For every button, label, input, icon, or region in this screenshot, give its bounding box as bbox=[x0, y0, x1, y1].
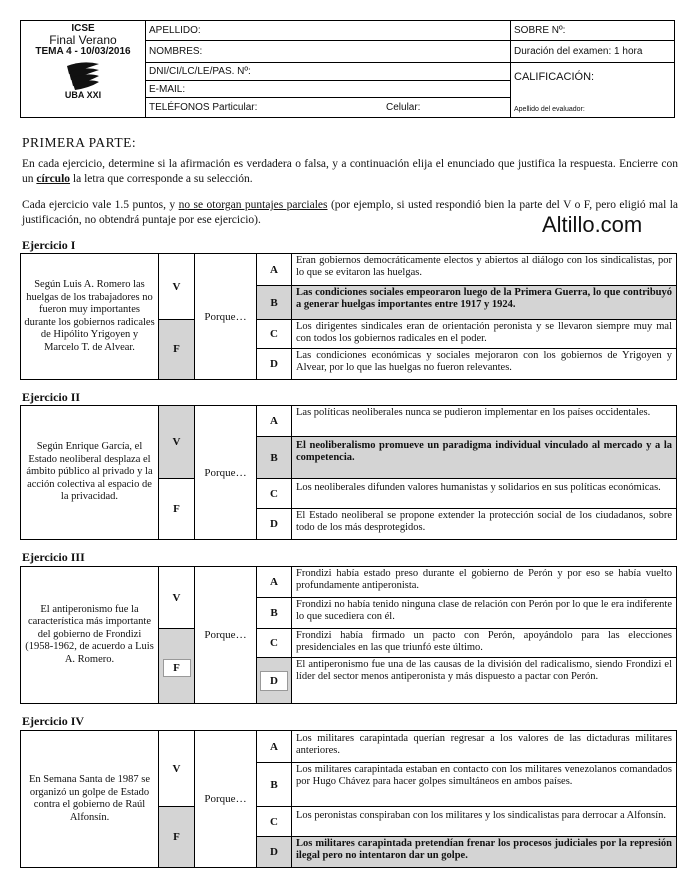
instructions-text: Cada ejercicio vale 1.5 puntos, y bbox=[22, 199, 179, 211]
email-field[interactable]: E-MAIL: bbox=[146, 81, 510, 98]
true-option[interactable]: V bbox=[159, 406, 195, 479]
apellido-field[interactable]: APELLIDO: bbox=[146, 21, 510, 41]
instructions-text: la letra que corresponde a su selección. bbox=[70, 173, 253, 185]
porque-label: Porque… bbox=[195, 731, 257, 867]
sobre-field: SOBRE Nº: bbox=[511, 21, 674, 41]
exam-header bbox=[20, 20, 675, 118]
exercise-title: Ejercicio IV bbox=[22, 714, 85, 728]
option-text-b: El neoliberalismo promueve un paradigma individual vinculado al mercado y a la competencia. bbox=[292, 437, 676, 479]
option-letter-c[interactable]: C bbox=[257, 629, 292, 658]
option-text-a: Las políticas neoliberales nunca se pudieron implementar en los países occidentales. bbox=[292, 406, 676, 437]
option-letter-c[interactable]: C bbox=[257, 479, 292, 509]
option-letter-d[interactable]: D bbox=[257, 509, 292, 539]
exercise-statement: El antiperonismo fue la característica más importante del gobierno de Frondizi (1958-1962, de acuerdo a Luis A. Romero. bbox=[21, 567, 159, 703]
option-letter-a[interactable]: A bbox=[257, 567, 292, 598]
false-option[interactable]: F bbox=[159, 807, 195, 867]
circulo-emphasis: círculo bbox=[36, 173, 71, 185]
tema-label: TEMA 4 - 10/03/2016 bbox=[35, 46, 131, 57]
option-letter-b[interactable]: B bbox=[257, 286, 292, 320]
watermark: Altillo.com bbox=[542, 212, 643, 237]
dni-field[interactable]: DNI/CI/LC/LE/PAS. Nº: bbox=[146, 63, 510, 81]
option-letter-c[interactable]: C bbox=[257, 320, 292, 349]
option-letter-a[interactable]: A bbox=[257, 406, 292, 437]
option-letter-d-cell bbox=[257, 658, 292, 703]
option-text-c: Frondizi había firmado un pacto con Perón, apoyándolo para las elecciones presidenciales en las que triunfó este último. bbox=[292, 629, 676, 658]
option-letter-a[interactable]: A bbox=[257, 254, 292, 286]
false-option[interactable]: F bbox=[163, 659, 191, 677]
option-text-c: Los dirigentes sindicales eran de orientación peronista y se llevaron siempre muy mal con todos los gobiernos radicales en el poder. bbox=[292, 320, 676, 349]
option-text-a: Eran gobiernos democráticamente electos y abiertos al diálogo con los sindicalistas, por lo que se evitaron las huelgas. bbox=[292, 254, 676, 286]
option-letter-d[interactable]: D bbox=[260, 671, 288, 691]
option-text-b: Los militares carapintada estaban en contacto con los militares venezolanos comandados por Hugo Chávez para hacer golpes simultáneos en ambos países. bbox=[292, 763, 676, 807]
instructions-text: (por ejemplo, si usted respondió bien la parte del V o F, pero eligió mal la justificación, no obtendrá puntaje por ese ejercicio). bbox=[22, 199, 679, 226]
option-text-a: Frondizi había estado preso durante el gobierno de Perón y por eso se había vuelto profundamente antiperonista. bbox=[292, 567, 676, 598]
true-option[interactable]: V bbox=[159, 254, 195, 320]
true-option[interactable]: V bbox=[159, 567, 195, 629]
option-letter-c[interactable]: C bbox=[257, 807, 292, 837]
instructions-text: En cada ejercicio, determine si la afirmación es verdadera o falsa, y a continuación elija el enunciado que justifica la respuesta. Encierre con un bbox=[22, 158, 678, 185]
uba-logo-icon bbox=[63, 60, 103, 90]
no-parcial-emphasis: no se otorgan puntajes parciales bbox=[178, 199, 328, 211]
option-text-c: Los peronistas conspiraban con los militares y los sindicalistas para derrocar a Alfonsín. bbox=[292, 807, 676, 837]
telefonos-label: TELÉFONOS Particular: bbox=[149, 102, 258, 113]
option-text-b: Las condiciones sociales empeoraron luego de la Primera Guerra, lo que contribuyó a generar huelgas importantes entre 1917 y 1924. bbox=[292, 286, 676, 320]
true-option[interactable]: V bbox=[159, 731, 195, 807]
option-text-a: Los militares carapintada querían regresar a los valores de las dictaduras militares anteriores. bbox=[292, 731, 676, 763]
option-text-d: El antiperonismo fue una de las causas de la división del radicalismo, siendo Frondizi el líder del sector menos antiperonista y más dispuesto a pactar con Perón. bbox=[296, 659, 672, 682]
option-letter-d[interactable]: D bbox=[257, 837, 292, 867]
duracion-label: Duración del examen: 1 hora bbox=[511, 41, 674, 63]
institution-label: ICSE bbox=[71, 23, 95, 34]
admin-fields bbox=[510, 21, 674, 117]
exercise-4 bbox=[20, 730, 677, 868]
exercise-statement: Según Enrique García, el Estado neoliberal desplaza el ámbito público al privado y la acción colectiva al espacio de la privacidad. bbox=[21, 406, 159, 539]
celular-label: Celular: bbox=[386, 102, 421, 113]
exercise-statement: En Semana Santa de 1987 se organizó un golpe de Estado contra el gobierno de Raúl Alfonsín. bbox=[21, 731, 159, 867]
porque-label: Porque… bbox=[195, 254, 257, 379]
option-letter-b[interactable]: B bbox=[257, 763, 292, 807]
option-letter-b[interactable]: B bbox=[257, 598, 292, 629]
student-fields bbox=[146, 21, 510, 117]
option-text-d: El Estado neoliberal se propone extender la protección social de los ciudadanos, sobre todo de los más desprotegidos. bbox=[296, 510, 672, 533]
porque-label: Porque… bbox=[195, 406, 257, 539]
exam-name: Final Verano bbox=[49, 33, 117, 47]
calificacion-label: CALIFICACIÓN: bbox=[514, 71, 595, 83]
section-title: PRIMERA PARTE: bbox=[22, 135, 137, 150]
option-letter-b[interactable]: B bbox=[257, 437, 292, 479]
false-option[interactable]: F bbox=[159, 479, 195, 539]
exercise-title: Ejercicio II bbox=[22, 390, 81, 404]
exercise-statement: Según Luis A. Romero las huelgas de los trabajadores no fueron muy importantes durante los gobiernos radicales de Hipólito Yrigoyen y Marcelo T. de Alvear. bbox=[21, 254, 159, 379]
header-logo-block bbox=[21, 21, 146, 117]
option-text-b: Frondizi no había tenido ninguna clase de relación con Perón por lo que le era indiferente lo que sucediera con él. bbox=[292, 598, 676, 629]
exercise-title: Ejercicio I bbox=[22, 238, 76, 252]
university-label: UBA XXI bbox=[64, 90, 102, 100]
option-text-d: Los militares carapintada pretendían frenar los procesos judiciales por la represión ilegal pero no intentaron dar un golpe. bbox=[292, 837, 676, 867]
option-text-c: Los neoliberales difunden valores humanistas y solidarios en sus políticas económicas. bbox=[292, 479, 676, 509]
option-letter-d[interactable]: D bbox=[257, 349, 292, 379]
exercise-1 bbox=[20, 253, 677, 380]
exercise-3 bbox=[20, 566, 677, 704]
evaluador-label: Apellido del evaluador: bbox=[514, 106, 585, 113]
exercise-2 bbox=[20, 405, 677, 540]
nombres-field[interactable]: NOMBRES: bbox=[146, 41, 510, 63]
false-option[interactable]: F bbox=[159, 320, 195, 379]
porque-label: Porque… bbox=[195, 567, 257, 703]
instructions-paragraph-1 bbox=[22, 157, 678, 187]
false-option-cell bbox=[159, 629, 195, 703]
exercise-title: Ejercicio III bbox=[22, 550, 85, 564]
telefonos-field[interactable] bbox=[146, 98, 510, 117]
option-text-d: Las condiciones económicas y sociales mejoraron con los gobiernos de Yrigoyen y Alvear, por lo que las huelgas no fueron relevantes. bbox=[296, 350, 672, 373]
option-letter-a[interactable]: A bbox=[257, 731, 292, 763]
